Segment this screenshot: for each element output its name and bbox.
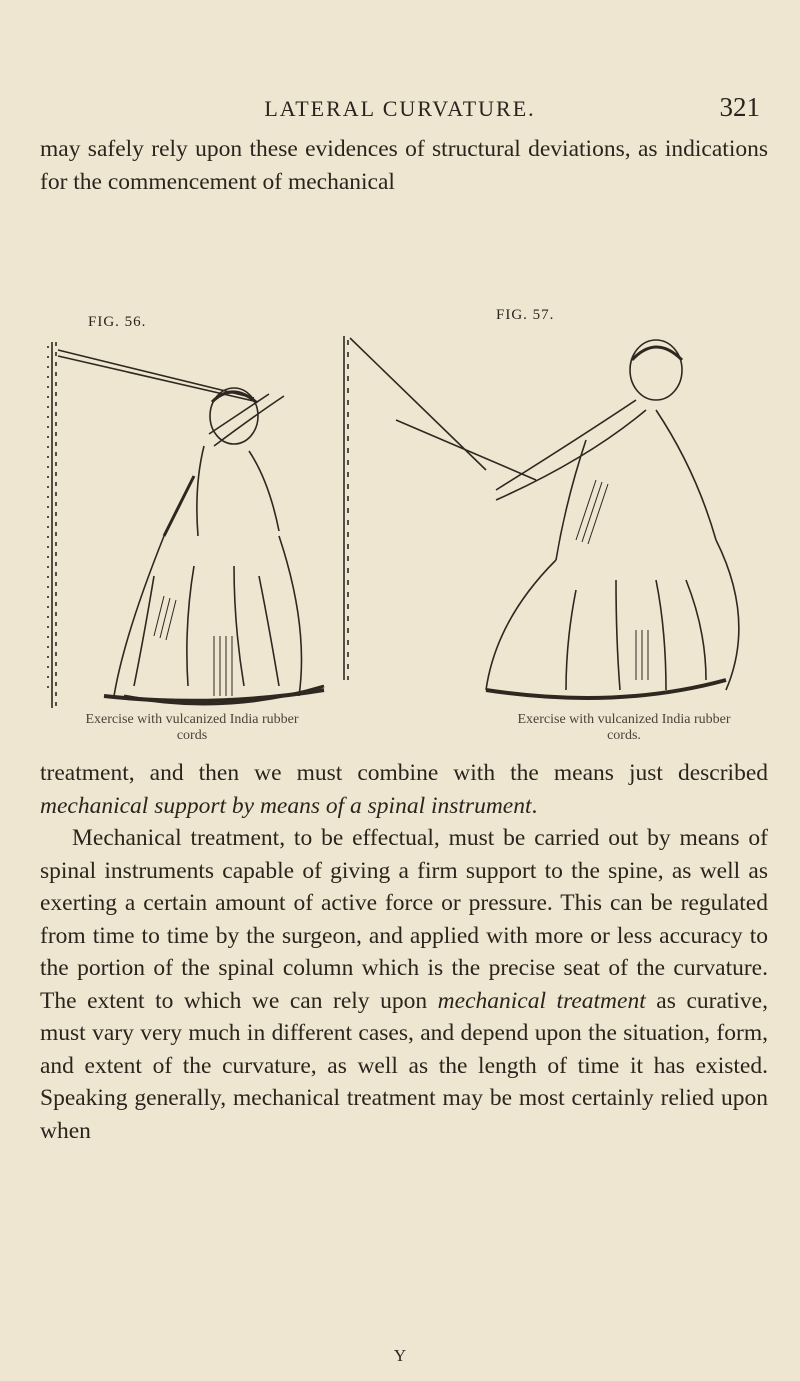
paragraph-2-part1: Mechanical treatment, to be effectual, must be carried out by means of spinal instruments capable of giving a firm support to the spine, as well as exerting a certain amount of active force or pressure. This can be regulated from time to time by the surgeon, and applied with more or less accuracy to the portion of the spinal column which is the precise seat of the curvature. The extent to which we can rely upon [40, 825, 768, 1014]
figure-56-drawing [44, 336, 340, 708]
figure-57-drawing [336, 330, 768, 708]
figure-56-caption [44, 712, 340, 744]
paragraph-2-part2: as curative, must vary very much in different cases, and depend upon the situation, form, and extent of the curvature, as well as the length of time it has existed. Speaking generally, mechanical treatment may be most certainly relied upon when [40, 987, 768, 1144]
figure-57-illustration [336, 330, 768, 708]
paragraph-2 [40, 822, 768, 1147]
figure-56-caption-line2: cords [176, 728, 208, 743]
figure-57-caption-line2: cords. [607, 728, 641, 743]
paragraph-1 [40, 757, 768, 822]
paragraph-1-italic: mechanical support by means of a spinal instrument [40, 792, 532, 819]
running-head: LATERAL CURVATURE. [264, 96, 536, 121]
paragraph-1-tail: . [531, 792, 538, 819]
body-text [40, 757, 768, 1147]
figure-56-caption-line1: Exercise with vulcanized India rubber [85, 712, 299, 727]
figure-57-label: FIG. 57. [496, 307, 555, 323]
text-top-paragraph: may safely rely upon these evidences of structural deviations, as indications for the commencement of mechanical [40, 136, 768, 195]
figure-56-label: FIG. 56. [88, 314, 147, 330]
signature-mark: Y [393, 1346, 407, 1365]
page-number: 321 [719, 92, 760, 122]
figure-57-caption [476, 712, 772, 744]
paragraph-1-lead: treatment, and then we must combine with the means just described [40, 760, 768, 786]
text-top [40, 133, 768, 198]
figure-56-illustration [44, 336, 340, 708]
figure-57-caption-line1: Exercise with vulcanized India rubber [517, 712, 731, 727]
paragraph-2-italic: mechanical treatment [437, 987, 646, 1014]
